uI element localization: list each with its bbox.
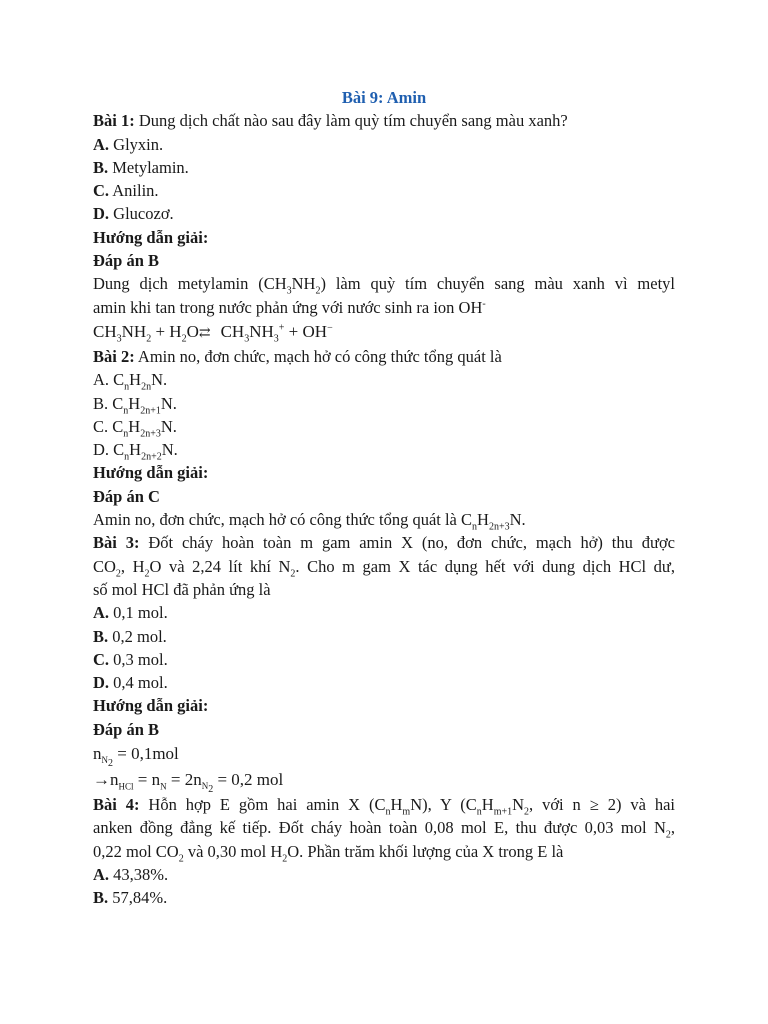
subscript: n [385,806,391,817]
superscript: − [327,322,333,334]
subscript: 2n [141,381,152,393]
option-a [93,133,675,156]
option-text: 0,3 mol. [109,649,168,669]
document-page [93,86,675,910]
subscript: 3 [116,333,122,345]
subscript: N [160,781,167,792]
option-d [93,671,675,694]
question-label: Bài 4: [93,795,140,815]
subscript: n [123,404,129,416]
subscript: 2 [290,567,296,578]
text: O. Phần trăm khối lượng của X trong E là [287,841,564,861]
question-text: Đốt cháy hoàn toàn m gam amin X (no, đơn chức, mạch hở) thu được [139,533,675,553]
text: H [129,370,142,390]
option-b [93,625,675,648]
subscript: 2 [144,567,150,578]
question-1 [93,109,675,132]
text: . Cho m gam X tác dụng hết với dung dịch HCl dư, [295,556,675,576]
text: = 0,2 mol [213,770,284,790]
option-text: 43,38%. [109,864,169,884]
subscript: n [124,451,130,463]
text: N. [161,440,178,460]
page-title: Bài 9: Amin [341,88,427,107]
math-line [93,767,675,796]
text: H [481,795,494,815]
subscript: 2 [315,285,321,296]
text: Hỗn hợp E gồm hai amin X (C [139,795,386,815]
question-2 [93,345,675,368]
subscript: 2n+2 [141,451,162,463]
option-key: C. [93,181,110,201]
text: Amin no, đơn chức, mạch hở có công thức tổng quát là C [93,510,473,530]
option-key: B. [93,888,109,908]
text: D. C [93,440,125,460]
text: A. C [93,370,125,390]
question-text-line [93,816,675,839]
option-text: Glucozơ. [109,204,174,224]
subscript [101,755,114,770]
subscript: 2n+3 [140,428,161,440]
explanation-line [93,508,675,531]
option-c [93,179,675,202]
question-4 [93,793,675,816]
text: H [477,510,489,530]
equilibrium-arrow-icon: ⇄ [198,325,211,341]
subscript: m [402,806,411,817]
text: N. [509,510,526,530]
text: H [129,440,142,460]
option-d [93,202,675,225]
subscript: 2 [665,829,671,840]
text: H [128,416,141,436]
text: H [390,795,403,815]
option-text: Glyxin. [109,134,164,154]
option-text: 0,1 mol. [109,603,168,623]
text: N [512,795,525,815]
text: và 0,30 mol H [183,841,283,861]
solution-heading: Hướng dẫn giải: [93,463,209,483]
text: O và 2,24 lít khí N [149,556,291,576]
explanation-line [93,272,675,295]
option-b [93,392,675,415]
option-text: 57,84%. [108,888,168,908]
subscript: n [472,521,478,533]
question-label: Bài 1: [93,111,135,131]
option-text: 0,2 mol. [108,626,167,646]
option-a [93,601,675,624]
text: N. [160,416,177,436]
text: N [101,755,108,766]
option-b [93,886,675,909]
subscript: 3 [286,285,292,296]
option-c [93,415,675,438]
option-key: A. [93,603,110,623]
subscript: 2 [282,852,288,864]
text: , H [120,556,145,576]
text: anken đồng đẳng kế tiếp. Đốt cháy hoàn toàn 0,08 mol E, thu được 0,03 mol N [93,818,666,838]
text: = n [133,770,161,790]
reaction-equation [93,319,675,345]
subscript: n [124,381,130,393]
text: ) làm quỳ tím chuyển sang màu xanh vì metyl [320,274,675,294]
solution-heading: Hướng dẫn giải: [93,696,209,716]
text: + [151,321,170,341]
subscript: 2 [146,333,152,345]
option-b [93,156,675,179]
text: n [110,770,119,790]
solution-heading: Hướng dẫn giải: [93,227,209,247]
text: C. C [93,416,124,436]
text: , với n ≥ 2) và hai [529,795,675,815]
explanation-line [93,296,675,319]
text: CH [220,321,245,341]
text: 0,22 mol CO [93,841,179,861]
subscript [201,781,214,796]
subscript: 2n+3 [488,521,510,533]
option-key: B. [93,626,109,646]
subscript: HCl [118,781,134,792]
option-key: C. [93,649,110,669]
text: CO [93,556,116,576]
option-a [93,368,675,391]
text: O [186,321,199,341]
text: NH [249,321,274,341]
option-key: B. [93,157,109,177]
question-text-line [93,555,675,578]
text: H [169,321,182,341]
text: H [128,393,141,413]
option-key: D. [93,204,110,224]
text: N [201,781,209,792]
option-key: D. [93,673,110,693]
option-text: Metylamin. [108,157,189,177]
text: n [93,744,102,764]
text: B. C [93,393,124,413]
subscript: 3 [244,333,250,345]
text: = 2n [166,770,202,790]
option-a [93,863,675,886]
option-c [93,648,675,671]
text: N), Y (C [410,795,477,815]
subscript: 2 [524,806,530,817]
option-text: 0,4 mol. [109,673,168,693]
question-3 [93,531,675,554]
text: amin khi tan trong nước phản ứng với nước sinh ra ion OH [93,297,483,317]
subscript: 2 [181,333,187,345]
answer-key: Đáp án B [93,719,160,739]
question-label: Bài 3: [93,533,140,553]
text: + OH [284,321,328,341]
text: CH [93,321,117,341]
subscript: 3 [273,333,279,345]
text: = 0,1mol [113,744,179,764]
text: , [670,818,675,838]
superscript: + [278,322,285,334]
question-text-line [93,840,675,863]
subscript: 2 [208,784,214,796]
subscript: 2 [108,758,113,770]
option-key: A. [93,134,110,154]
subscript: 2 [178,852,184,864]
subscript: 2 [115,567,121,578]
subscript: m+1 [493,806,513,817]
subscript: 2n+1 [140,404,161,416]
text: N. [151,370,168,390]
option-key: A. [93,864,110,884]
question-text: Amin no, đơn chức, mạch hở có công thức tổng quát là [134,346,502,366]
math-line [93,741,675,770]
answer-key: Đáp án C [93,486,160,506]
question-text: Dung dịch chất nào sau đây làm quỳ tím chuyển sang màu xanh? [134,111,568,131]
text: Dung dịch metylamin (CH [93,274,287,294]
option-d [93,438,675,461]
answer-key: Đáp án B [93,251,160,271]
option-text: Anilin. [109,181,159,201]
superscript: - [482,298,486,310]
text: N. [160,393,177,413]
text: NH [121,321,147,341]
arrow-icon: → [93,770,110,790]
question-text-line: số mol HCl đã phản ứng là [93,579,271,599]
subscript: n [476,806,482,817]
subscript: n [123,428,129,440]
question-label: Bài 2: [93,346,135,366]
text: NH [291,274,316,294]
